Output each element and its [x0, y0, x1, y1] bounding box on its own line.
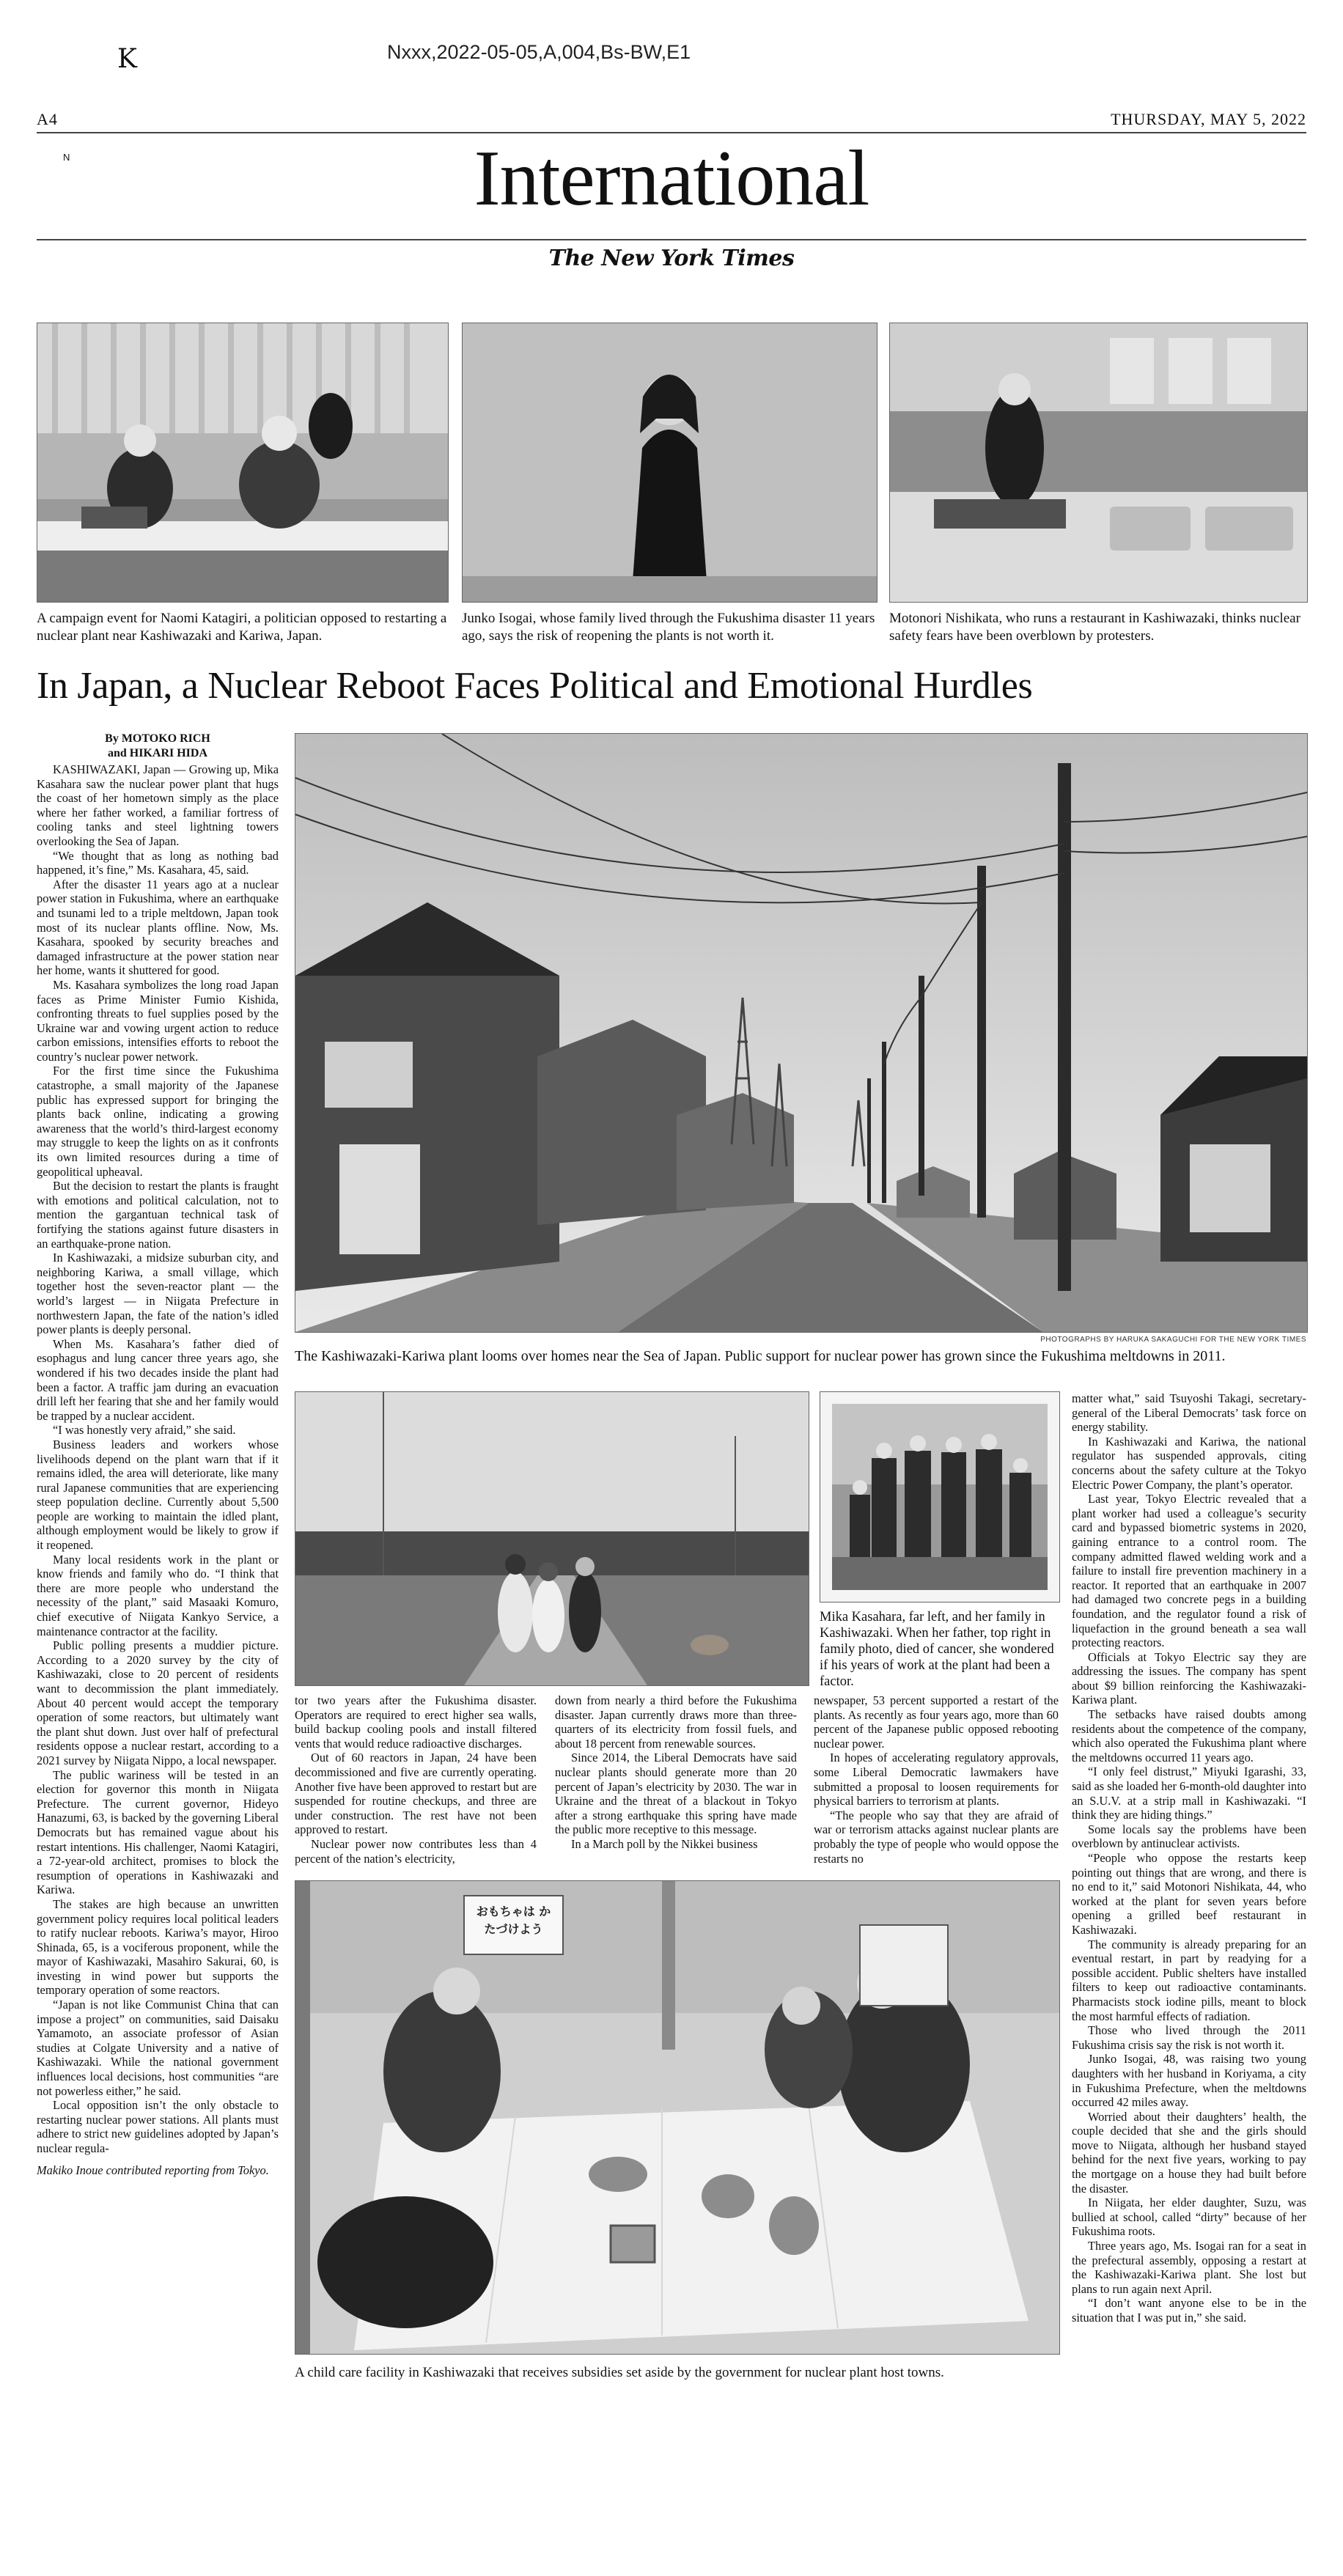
article-paragraph: But the decision to restart the plants is fraught with emotions and political calculation, not to mention the gargantuan technical task of fortifying the stations against future disasters in an earthquake-prone nation. — [37, 1179, 279, 1251]
photo-main-street — [295, 733, 1308, 1333]
main-photo-caption: The Kashiwazaki-Kariwa plant looms over homes near the Sea of Japan. Public support for nuclear power has grown since the Fukushima meltdowns in 2011. — [295, 1348, 1226, 1364]
article-paragraph: The public wariness will be tested in an election for governor this month in Niigata Prefecture. The current governor, Hideyo Hanazumi, 63, is backed by the governing Liberal Democrats but has remained vague about his restart intentions. His challenger, Naomi Katagiri, a 72-year-old architect, promises to block the resumption of operations in Kashiwazaki and Kariwa. — [37, 1767, 279, 1897]
article-paragraph: In a March poll by the Nikkei business — [571, 1836, 758, 1851]
article-paragraph: “We thought that as long as nothing bad happened, it’s fine,” Ms. Kasahara, 45, said. — [37, 848, 279, 877]
photo-credit: PHOTOGRAPHS BY HARUKA SAKAGUCHI FOR THE NEW YORK TIMES — [1040, 1336, 1306, 1344]
article-paragraph: After the disaster 11 years ago at a nuclear power station in Fukushima, where an earthquake and tsunami led to a triple meltdown, Japan took most of its nuclear plants offline. Now, Ms. Kasahara, spooked by security breaches and damaged infrastructure at the power station near her home, wants it shuttered for good. — [37, 877, 279, 978]
byline-line-1: By MOTOKO RICH — [105, 732, 210, 745]
article-paragraph: KASHIWAZAKI, Japan — Growing up, Mika Kasahara saw the nuclear power plant that hugs the coast of her hometown simply as the place where her father worked, a familiar fortress of cooling tanks and steel lightning towers overlooking the Sea of Japan. — [37, 762, 279, 848]
article-paragraph: Since 2014, the Liberal Democrats have said nuclear plants should generate more than 20 percent of Japan’s electricity by 2030. The war in Ukraine and the threat of a blackout in Tokyo after a strong earthquake this spring have made the public more receptive to this message. — [555, 1751, 797, 1837]
article-paragraph: When Ms. Kasahara’s father died of esophagus and lung cancer three years ago, she wondered if his two decades inside the plant had been a factor. A traffic jam during an evacuation drill left her fearing that she and her family would be trapped by a nuclear accident. — [37, 1336, 279, 1423]
top-photo-caption-2: Junko Isogai, whose family lived through the Fukushima disaster 11 years ago, says the risk of reopening the plants is not worth it. — [462, 611, 875, 644]
article-column-4 — [814, 1693, 1059, 1866]
article-column-1 — [37, 762, 279, 2492]
article-paragraph: Some locals say the problems have been overblown by antinuclear activists. — [1072, 1822, 1306, 1851]
article-column-2 — [295, 1693, 537, 1866]
article-paragraph: Local opposition isn’t the only obstacle to restarting nuclear power stations. All plants must adhere to strict new guidelines adopted by Japan’s nuclear regula- — [37, 2098, 279, 2155]
contributor-note: Makiko Inoue contributed reporting from Tokyo. — [37, 2163, 269, 2177]
page-letter: K — [117, 44, 137, 74]
article-column-5 — [1072, 1391, 1306, 2476]
article-paragraph: Worried about their daughters’ health, the couple decided that she and the girls should move to Niigata, although her husband stayed behind for the next five years, working to pay the mortgage on a house they had built before the disaster. — [1072, 2109, 1306, 2196]
article-paragraph: Public polling presents a muddier picture. According to a 2020 survey by the city of Kashiwazaki, close to 20 percent of residents want to decommission the plant immediately. About 40 percent would accept the temporary operation of some reactors, but ultimately want the plant shut down. Just over half of prefectural residents oppose a nuclear restart, according to a 2021 survey by Niigata Nippo, a local newspaper. — [37, 1638, 279, 1767]
article-paragraph: Last year, Tokyo Electric revealed that a plant worker had used a colleague’s security card and bypassed biometric systems in 2020, gaining entrance to a control room. The company admitted flawed welding work and a failure to install fire prevention machinery in a reactor. It reported that an earthquake in 2007 had damaged two concrete pegs in a building foundation, and the regulator found a risk of liquefaction in the ground beneath a sea wall protecting reactors. — [1072, 1492, 1306, 1650]
slug-code: Nxxx,2022-05-05,A,004,Bs-BW,E1 — [387, 41, 691, 63]
article-paragraph: Junko Isogai, 48, was raising two young daughters with her husband in Koriyama, a city in Fukushima Prefecture, when the meltdowns occurred 42 miles away. — [1072, 2052, 1306, 2110]
article-paragraph: Ms. Kasahara symbolizes the long road Japan faces as Prime Minister Fumio Kishida, confronting threats to fuel supplies posed by the Ukraine war and vowing urgent action to reduce carbon emissions, intensifies efforts to reboot the country’s nuclear power network. — [37, 977, 279, 1064]
article-paragraph: Those who lived through the 2011 Fukushima crisis say the risk is not worth it. — [1072, 2023, 1306, 2052]
article-paragraph: The community is already preparing for an eventual restart, in part by readying for a possible accident. Public shelters have installed filters to keep out radioactive contaminants. Pharmacists stock iodine pills, meant to block the most harmful effects of radiation. — [1072, 1937, 1306, 2023]
article-paragraph: down from nearly a third before the Fukushima disaster. Japan currently draws more than three-quarters of its electricity from fossil fuels, and about 18 percent from renewable sources. — [555, 1693, 797, 1751]
article-paragraph: “Japan is not like Communist China that can impose a project” on communities, said Daisaku Yamamoto, an associate professor of Asian studies at Colgate University and a native of Kashiwazaki. While the national government influences local decisions, host communities “are not powerless either,” he said. — [37, 1998, 279, 2098]
article-paragraph: “People who oppose the restarts keep pointing out things that are wrong, and there is no end to it,” said Motonori Nishikata, 44, who worked at the plant for seven years before opening a grilled beef restaurant in Kashiwazaki. — [1072, 1851, 1306, 1937]
photo-family-portrait — [820, 1391, 1060, 1602]
article-paragraph: Out of 60 reactors in Japan, 24 have been decommissioned and five are currently operating. Another five have been approved to restart but are suspended for routine checkups, and three are under construction. The rest have not been approved to restart. — [295, 1751, 537, 1837]
byline-line-2: and HIKARI HIDA — [107, 747, 208, 759]
article-paragraph: Many local residents work in the plant or know friends and family who do. “I think that there are more people who understand the necessity of the plant,” said Masaaki Komuro, chief executive of Niigata Kankyo Service, a maintenance contractor at the facility. — [37, 1552, 279, 1638]
childcare-photo-caption: A child care facility in Kashiwazaki that receives subsidies set aside by the government for nuclear plant host towns. — [295, 2365, 944, 2380]
article-paragraph: Business leaders and workers whose livelihoods depend on the plant warn that if it remains idled, the area will deteriorate, like many rural Japanese communities that are experiencing steep population decline. Currently about 5,500 people are working to maintain the idled plant, although employment would be likely to grow if it reopened. — [37, 1437, 279, 1553]
article-paragraph: “I was honestly very afraid,” she said. — [53, 1423, 236, 1438]
photo-junko-isogai — [462, 323, 877, 603]
article-paragraph: Nuclear power now contributes less than 4 percent of the nation’s electricity, — [295, 1836, 537, 1866]
article-paragraph: In Kashiwazaki and Kariwa, the national regulator has suspended approvals, citing concerns about the safety culture at the Tokyo Electric Power Company, the plant’s operator. — [1072, 1434, 1306, 1492]
edition-mark: N — [63, 152, 70, 163]
article-paragraph: In Niigata, her elder daughter, Suzu, was bullied at school, called “dirty” because of her Fukushima roots. — [1072, 2196, 1306, 2239]
article-paragraph: In Kashiwazaki, a midsize suburban city, and neighboring Kariwa, a small village, which together host the seven-reactor plant — the world’s largest — in Niigata Prefecture in northwestern Japan, the fate of the nation’s idled power plants is deeply personal. — [37, 1251, 279, 1337]
photo-restaurant-kitchen — [889, 323, 1308, 603]
masthead-logo: The New York Times — [548, 246, 795, 271]
article-column-3 — [555, 1693, 797, 1866]
article-paragraph: For the first time since the Fukushima catastrophe, a small majority of the Japanese public has expressed support for bringing the plants back online, indicating a growing awareness that the world’s third-largest economy may struggle to keep the lights on as it confronts its own limited resources during a time of geopolitical upheaval. — [37, 1064, 279, 1179]
top-rule — [37, 132, 1306, 133]
photo-campaign-event — [37, 323, 449, 603]
article-paragraph: “I don’t want anyone else to be in the situation that I was put in,” she said. — [1072, 2296, 1306, 2325]
section-rule — [37, 239, 1306, 240]
article-headline: In Japan, a Nuclear Reboot Faces Political and Emotional Hurdles — [37, 665, 1033, 707]
article-paragraph: newspaper, 53 percent supported a restart of the plants. As recently as four years ago, more than 60 percent of the Japanese public opposed rebooting nuclear power. — [814, 1693, 1059, 1751]
article-paragraph: Three years ago, Ms. Isogai ran for a seat in the prefectural assembly, opposing a restart at the Kashiwazaki-Kariwa plant. She lost but plans to run again next April. — [1072, 2239, 1306, 2296]
top-photo-caption-1: A campaign event for Naomi Katagiri, a politician opposed to restarting a nuclear plant near Kashiwazaki and Kariwa, Japan. — [37, 611, 447, 644]
family-photo-caption: Mika Kasahara, far left, and her family in Kashiwazaki. When her father, top right in family photo, died of cancer, she wondered if his years of work at the plant had been a factor. — [820, 1610, 1054, 1689]
article-paragraph: The stakes are high because an unwritten government policy requires local political leaders to ratify nuclear reboots. Kariwa’s mayor, Hiroo Shinada, 65, is a vociferous proponent, while the mayor of Kashiwazaki, Masahiro Sakurai, 60, is investing in wind power but supports the temporary operation of some reactors. — [37, 1896, 279, 1998]
folio-page: A4 — [37, 110, 58, 128]
article-paragraph: “I only feel distrust,” Miyuki Igarashi, 33, said as she loaded her 6-month-old daughter into an S.U.V. at a strip mall in Kashiwazaki. “I think they are hiding things.” — [1072, 1764, 1306, 1822]
article-paragraph: “The people who say that they are afraid of war or terrorism attacks against nuclear plants are probably the type of people who would oppose the restarts no — [814, 1808, 1059, 1866]
folio-date: THURSDAY, MAY 5, 2022 — [1111, 110, 1306, 128]
article-paragraph: matter what,” said Tsuyoshi Takagi, secretary-general of the Liberal Democrats’ task force on energy stability. — [1072, 1391, 1306, 1435]
article-paragraph: The setbacks have raised doubts among residents about the competence of the company, which also operated the Fukushima plant where the meltdowns occurred 11 years ago. — [1072, 1707, 1306, 1764]
byline — [37, 732, 279, 761]
photo-childcare-facility — [295, 1880, 1060, 2355]
top-photo-caption-3: Motonori Nishikata, who runs a restaurant in Kashiwazaki, thinks nuclear safety fears have been overblown by protesters. — [889, 611, 1300, 644]
section-title: International — [474, 135, 869, 222]
article-paragraph: In hopes of accelerating regulatory approvals, some Liberal Democratic lawmakers have submitted a proposal to loosen requirements for physical barriers to terrorism at plants. — [814, 1751, 1059, 1808]
article-paragraph: Officials at Tokyo Electric say they are addressing the issues. The company has spent about $9 billion reinforcing the Kashiwazaki-Kariwa plant. — [1072, 1649, 1306, 1707]
toy-cleanup-sign: おもちゃは かたづけよう — [476, 1905, 551, 1936]
article-paragraph: tor two years after the Fukushima disaster. Operators are required to erect higher sea walls, build backup cooling pools and install filtered vents that would reduce radioactive discharges. — [295, 1693, 537, 1751]
photo-family-walking — [295, 1391, 809, 1686]
